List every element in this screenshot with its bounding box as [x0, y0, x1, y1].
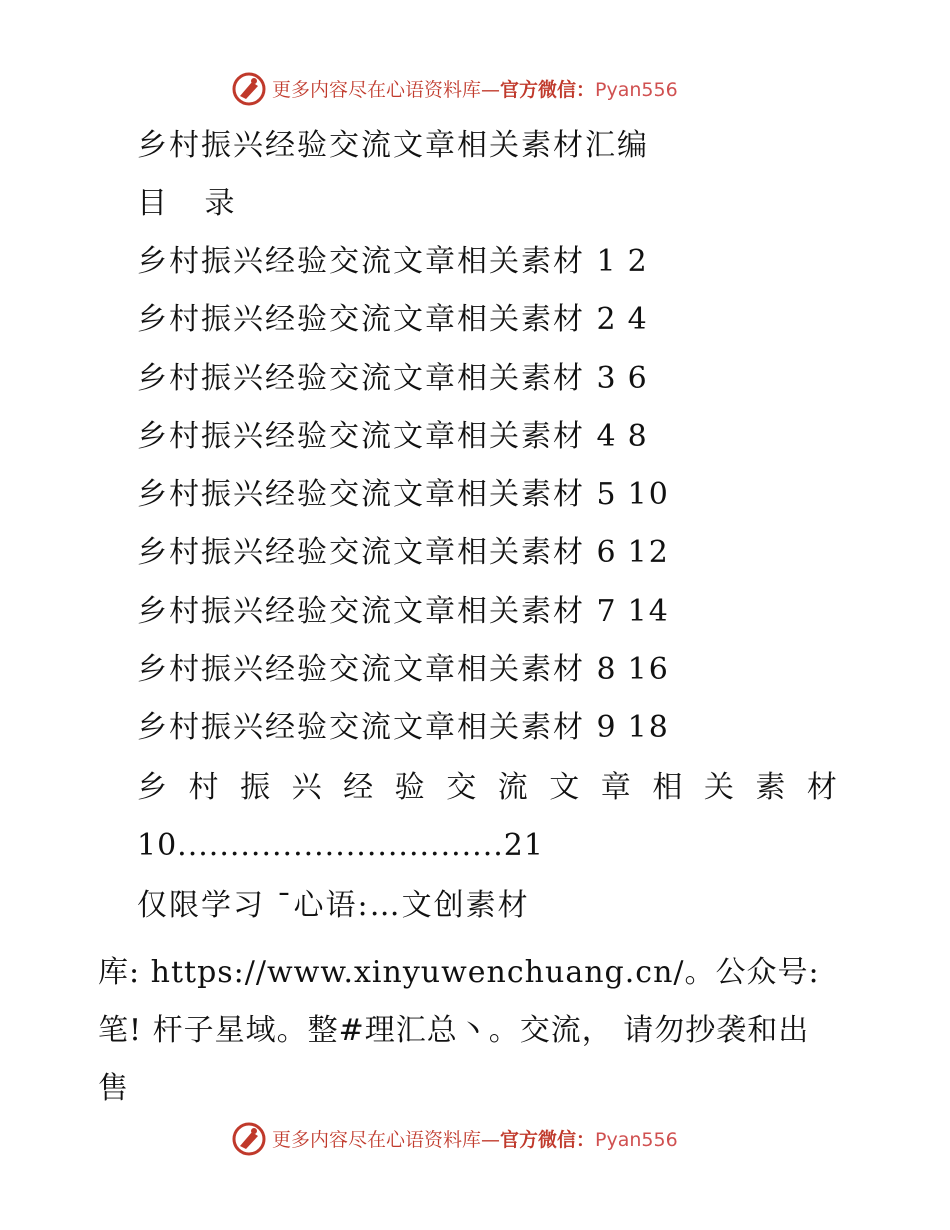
document-title: 乡村振兴经验交流文章相关素材汇编 [137, 128, 649, 163]
toc-item-10-leader: 10...............................21 [137, 828, 544, 863]
toc-item-10-char: 素 [755, 770, 786, 805]
toc-item-label: 乡村振兴经验交流文章相关素材 8 [137, 652, 618, 688]
toc-item-10-char: 兴 [291, 770, 322, 805]
toc-item-label: 乡村振兴经验交流文章相关素材 2 [137, 302, 618, 338]
toc-item-page: 18 [627, 710, 670, 746]
toc-item [137, 359, 670, 417]
toc-item-10-char: 村 [188, 770, 219, 805]
toc-item [137, 533, 670, 591]
watermark-wechat-id: Pyan556 [595, 79, 678, 101]
toc-item-page: 2 [627, 244, 649, 279]
toc-item [137, 650, 670, 708]
watermark-text [272, 1128, 678, 1152]
brand-logo-icon [232, 72, 266, 106]
watermark-dash: — [481, 79, 501, 101]
toc-item [137, 417, 670, 475]
toc-item-label: 乡村振兴经验交流文章相关素材 4 [137, 418, 618, 454]
toc-item [137, 242, 670, 300]
toc-item-page: 10 [627, 477, 670, 513]
toc-item-10-char: 验 [394, 770, 425, 805]
copyright-paragraph: 库: https://www.xinyuwenchuang.cn/。公众号:笔! 杆子星域。整#理汇总丶。交流， 请勿抄袭和出售 [98, 955, 820, 1106]
toc-item-label: 乡村振兴经验交流文章相关素材 3 [137, 360, 618, 396]
toc-heading: 目 录 [137, 186, 249, 221]
toc-item-page: 16 [627, 652, 670, 688]
toc-item-label: 乡村振兴经验交流文章相关素材 1 [137, 244, 618, 279]
brand-logo-icon [232, 1122, 266, 1156]
watermark-wechat-label: 官方微信： [500, 79, 596, 101]
toc-item [137, 475, 670, 533]
usage-note: 仅限学习 ¯心语:…文创素材 [137, 888, 530, 923]
toc-item-10-char: 经 [343, 770, 374, 805]
toc-item-10-char: 乡 [137, 770, 167, 805]
toc-item-page: 14 [627, 593, 670, 629]
watermark-wechat-id: Pyan556 [595, 1129, 678, 1151]
toc-item-label: 乡村振兴经验交流文章相关素材 5 [137, 477, 618, 513]
toc-item-10-char: 关 [703, 770, 734, 805]
toc-item-10-char: 章 [600, 770, 631, 805]
toc-item-page: 4 [627, 302, 649, 338]
toc-item-page: 12 [627, 535, 670, 571]
watermark-text [272, 78, 678, 102]
toc-item-10-char: 交 [446, 770, 477, 805]
watermark-banner-bottom [0, 1120, 950, 1160]
toc-item-label: 乡村振兴经验交流文章相关素材 7 [137, 593, 618, 629]
toc-item-page: 6 [627, 360, 649, 396]
toc-item-10-char: 材 [806, 770, 837, 805]
toc-item-10-char: 振 [240, 770, 271, 805]
watermark-brand: 更多内容尽在心语资料库 [272, 1129, 482, 1151]
toc-item [137, 592, 670, 650]
toc-item-label: 乡村振兴经验交流文章相关素材 9 [137, 710, 618, 746]
toc-item-10-label [137, 768, 837, 808]
watermark-dash: — [481, 1129, 501, 1151]
toc-item [137, 300, 670, 358]
watermark-banner-top [0, 70, 950, 110]
toc-item-label: 乡村振兴经验交流文章相关素材 6 [137, 535, 618, 571]
watermark-brand: 更多内容尽在心语资料库 [272, 79, 482, 101]
toc-item-10-char: 相 [652, 770, 683, 805]
toc-item [137, 708, 670, 766]
toc-item-page: 8 [627, 418, 649, 454]
toc-item-10-char: 流 [497, 770, 528, 805]
watermark-wechat-label: 官方微信： [500, 1129, 596, 1151]
table-of-contents [137, 242, 670, 767]
toc-item-10-char: 文 [549, 770, 580, 805]
